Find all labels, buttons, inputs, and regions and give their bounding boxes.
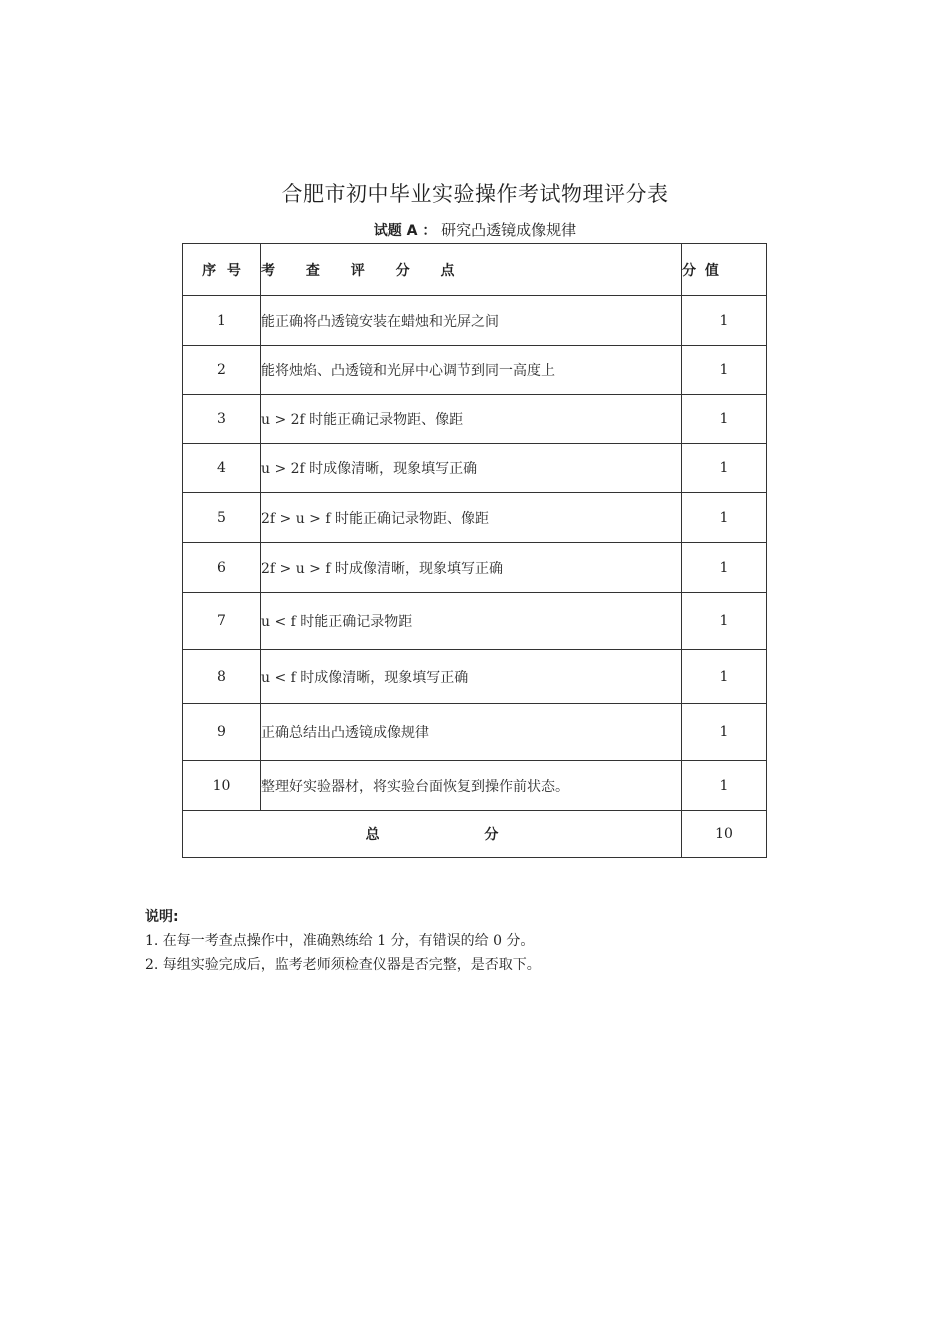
- table-row: [183, 296, 767, 346]
- row-score: 1: [682, 444, 767, 493]
- row-no: 5: [183, 493, 261, 543]
- header-score: 分 值: [682, 244, 767, 296]
- score-table: [182, 243, 767, 858]
- table-row: [183, 395, 767, 444]
- subtitle-text: 研究凸透镜成像规律: [441, 221, 577, 239]
- row-no: 4: [183, 444, 261, 493]
- row-score: 1: [682, 543, 767, 593]
- notes-section: [145, 905, 541, 977]
- table-row: [183, 704, 767, 761]
- row-item: 整理好实验器材，将实验台面恢复到操作前状态。: [261, 761, 682, 811]
- notes-title: 说明:: [145, 909, 179, 925]
- table-row: [183, 493, 767, 543]
- row-score: 1: [682, 346, 767, 395]
- row-score: 1: [682, 593, 767, 650]
- row-score: 1: [682, 650, 767, 704]
- table-row: [183, 543, 767, 593]
- row-no: 2: [183, 346, 261, 395]
- row-no: 10: [183, 761, 261, 811]
- page-title: 合肥市初中毕业实验操作考试物理评分表: [281, 182, 669, 206]
- row-score: 1: [682, 296, 767, 346]
- table-row: [183, 761, 767, 811]
- row-item: 能正确将凸透镜安装在蜡烛和光屏之间: [261, 296, 682, 346]
- row-item: 能将烛焰、凸透镜和光屏中心调节到同一高度上: [261, 346, 682, 395]
- row-item: u < f 时成像清晰，现象填写正确: [261, 650, 682, 704]
- table-row: [183, 346, 767, 395]
- row-item: 正确总结出凸透镜成像规律: [261, 704, 682, 761]
- row-item: u > 2f 时能正确记录物距、像距: [261, 395, 682, 444]
- row-no: 8: [183, 650, 261, 704]
- test-subtitle: [0, 219, 950, 240]
- row-no: 1: [183, 296, 261, 346]
- header-no: 序 号: [183, 244, 261, 296]
- row-no: 7: [183, 593, 261, 650]
- row-no: 3: [183, 395, 261, 444]
- total-label: 总 分: [183, 811, 682, 858]
- row-item: 2f > u > f 时成像清晰，现象填写正确: [261, 543, 682, 593]
- total-row: [183, 811, 767, 858]
- row-score: 1: [682, 704, 767, 761]
- row-score: 1: [682, 761, 767, 811]
- row-no: 6: [183, 543, 261, 593]
- table-header-row: [183, 244, 767, 296]
- row-score: 1: [682, 493, 767, 543]
- header-item: 考 查 评 分 点: [261, 244, 682, 296]
- row-score: 1: [682, 395, 767, 444]
- note-item: 1. 在每一考查点操作中，准确熟练给 1 分，有错误的给 0 分。: [145, 933, 535, 949]
- subtitle-label: 试题 A ：: [373, 223, 437, 239]
- total-score: 10: [682, 811, 767, 858]
- row-item: u > 2f 时成像清晰，现象填写正确: [261, 444, 682, 493]
- table-row: [183, 593, 767, 650]
- row-no: 9: [183, 704, 261, 761]
- row-item: u < f 时能正确记录物距: [261, 593, 682, 650]
- row-item: 2f > u > f 时能正确记录物距、像距: [261, 493, 682, 543]
- note-item: 2. 每组实验完成后，监考老师须检查仪器是否完整，是否取下。: [145, 957, 541, 973]
- table-row: [183, 444, 767, 493]
- table-row: [183, 650, 767, 704]
